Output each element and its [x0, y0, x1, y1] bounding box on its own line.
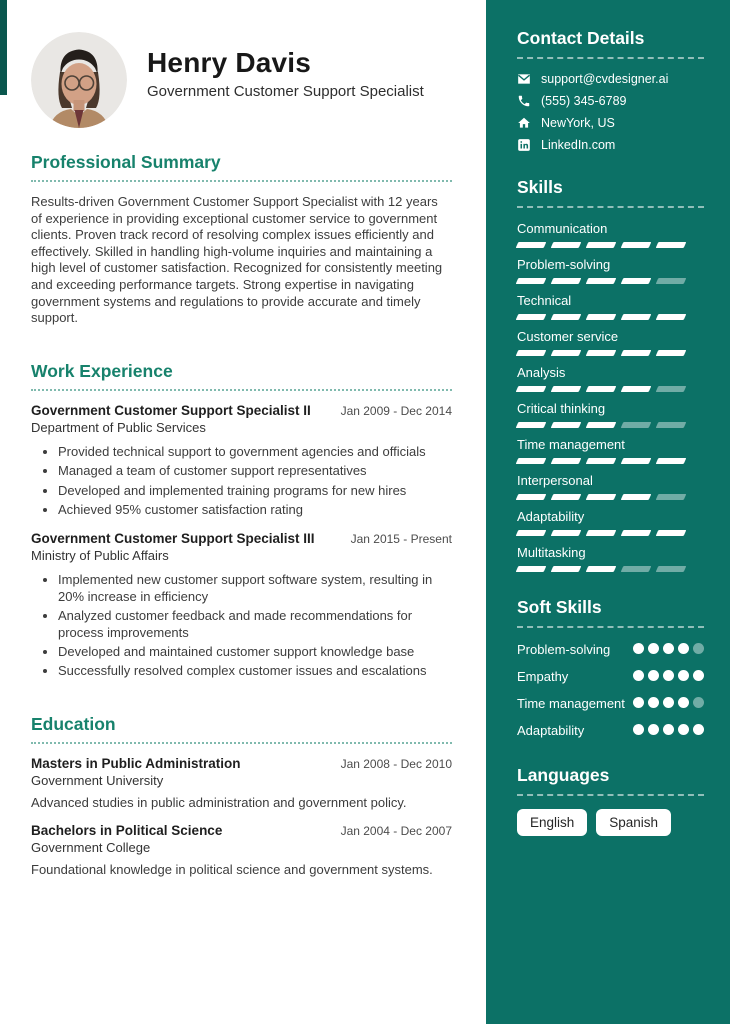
- soft-skill-item: [517, 668, 704, 687]
- skill-bar-segment: [586, 566, 617, 572]
- soft-skill-item: [517, 695, 704, 714]
- skill-item: [517, 401, 704, 428]
- job-dates: Jan 2015 - Present: [350, 532, 452, 547]
- skill-bar-segment: [586, 350, 617, 356]
- skill-bar-segment: [516, 278, 547, 284]
- contact-item: [517, 138, 704, 152]
- skill-bar-segment: [516, 386, 547, 392]
- education-dates: Jan 2008 - Dec 2010: [340, 756, 452, 771]
- skill-bar-segment: [656, 314, 687, 320]
- soft-skill-dot: [633, 670, 644, 681]
- language-pill: English: [517, 809, 587, 836]
- skill-bar-segment: [586, 458, 617, 464]
- skill-bar-segment: [656, 422, 687, 428]
- home-icon: [517, 116, 531, 130]
- skill-label: Time management: [517, 437, 625, 452]
- skill-bar-segment: [656, 242, 687, 248]
- skill-bar-segment: [586, 278, 617, 284]
- skill-bar-segment: [516, 422, 547, 428]
- skill-bar-segment: [621, 242, 652, 248]
- skill-item: [517, 329, 704, 356]
- job-company: Department of Public Services: [31, 419, 206, 435]
- skill-item: [517, 221, 704, 248]
- section-soft-skills: [517, 597, 704, 740]
- skill-bar: [517, 278, 704, 284]
- job-header: [31, 403, 452, 418]
- skill-bar-segment: [516, 530, 547, 536]
- job-bullet: • Developed and implemented training programs for new hires: [58, 483, 452, 499]
- education-description: Foundational knowledge in political science and government systems.: [31, 861, 433, 877]
- contact-item-text: NewYork, US: [541, 116, 615, 130]
- skill-label: Problem-solving: [517, 257, 611, 272]
- skill-bar: [517, 566, 704, 572]
- contact-list: [517, 72, 704, 152]
- skill-label: Analysis: [517, 365, 566, 380]
- jobs-list: [31, 403, 452, 680]
- soft-skill-dot: [648, 724, 659, 735]
- education-dates: Jan 2004 - Dec 2007: [340, 823, 452, 838]
- soft-skill-dot: [663, 724, 674, 735]
- top-left-accent-bar: [0, 0, 7, 95]
- job-bullet: • Provided technical support to government agencies and officials: [58, 444, 452, 460]
- person-title: Government Customer Support Specialist: [147, 83, 424, 101]
- soft-skill-dots: [633, 641, 704, 654]
- education-degree: Masters in Public Administration: [31, 755, 241, 771]
- section-languages: [517, 765, 704, 836]
- skill-label: Adaptability: [517, 509, 585, 524]
- skills-list: [517, 221, 704, 572]
- skill-bar-segment: [656, 566, 687, 572]
- contact-item: [517, 116, 704, 130]
- soft-skill-item: [517, 722, 704, 741]
- job-title-text: Government Customer Support Specialist II: [31, 402, 311, 418]
- skill-bar-segment: [586, 494, 617, 500]
- soft-skill-dots: [633, 668, 704, 681]
- skill-bar-segment: [621, 278, 652, 284]
- skill-bar-segment: [656, 278, 687, 284]
- job-bullet: • Implemented new customer support software system, resulting in 20% increase in efficiency: [58, 572, 452, 605]
- skill-bar-segment: [621, 458, 652, 464]
- contact-item: [517, 94, 704, 108]
- contact-item-text: (555) 345-6789: [541, 94, 627, 108]
- job-bullets: [31, 444, 452, 519]
- skill-bar-segment: [551, 566, 582, 572]
- skill-bar: [517, 386, 704, 392]
- job-company: Ministry of Public Affairs: [31, 548, 169, 564]
- skill-bar-segment: [551, 278, 582, 284]
- skill-bar: [517, 458, 704, 464]
- job-bullet: • Analyzed customer feedback and made recommendations for process improvements: [58, 608, 452, 641]
- section-skills: [517, 177, 704, 572]
- soft-skill-dot: [648, 697, 659, 708]
- skill-label: Communication: [517, 221, 608, 236]
- contact-item-text: support@cvdesigner.ai: [541, 72, 669, 86]
- skill-item: [517, 293, 704, 320]
- soft-skill-label: Problem-solving: [517, 642, 611, 657]
- sidebar: [486, 0, 730, 1024]
- soft-skill-dot: [633, 643, 644, 654]
- soft-skills-list: [517, 641, 704, 740]
- skill-bar-segment: [621, 566, 652, 572]
- skill-bar-segment: [516, 350, 547, 356]
- section-work-experience: [31, 361, 452, 680]
- skill-label: Critical thinking: [517, 401, 606, 416]
- skill-bar: [517, 494, 704, 500]
- soft-skill-dot: [633, 724, 644, 735]
- skill-bar: [517, 350, 704, 356]
- avatar: [31, 32, 127, 128]
- skill-bar-segment: [516, 242, 547, 248]
- section-professional-summary: [31, 152, 452, 327]
- section-contact-details: [517, 28, 704, 152]
- soft-skill-item: [517, 641, 704, 660]
- skill-bar-segment: [586, 314, 617, 320]
- education-entry: [31, 823, 452, 877]
- soft-skill-dot: [678, 643, 689, 654]
- soft-skill-dot: [663, 670, 674, 681]
- soft-skill-dot: [693, 643, 704, 654]
- soft-skill-dot: [648, 670, 659, 681]
- skill-bar: [517, 242, 704, 248]
- skill-bar-segment: [621, 422, 652, 428]
- contact-item-text: LinkedIn.com: [541, 138, 616, 152]
- education-heading: Education: [31, 714, 452, 744]
- skill-bar: [517, 314, 704, 320]
- job-entry: [31, 403, 452, 519]
- skill-label: Technical: [517, 293, 572, 308]
- skill-bar-segment: [656, 386, 687, 392]
- soft-skill-dot: [633, 697, 644, 708]
- skill-bar-segment: [656, 458, 687, 464]
- skill-item: [517, 509, 704, 536]
- education-description: Advanced studies in public administration and government policy.: [31, 794, 407, 810]
- skill-bar: [517, 422, 704, 428]
- skill-bar-segment: [621, 530, 652, 536]
- job-bullet: • Developed and maintained customer support knowledge base: [58, 644, 452, 660]
- skill-bar-segment: [551, 386, 582, 392]
- skill-bar-segment: [516, 458, 547, 464]
- soft-skill-dot: [693, 697, 704, 708]
- skill-bar-segment: [551, 494, 582, 500]
- skill-bar-segment: [551, 422, 582, 428]
- soft-skill-dots: [633, 695, 704, 708]
- soft-skill-dot: [663, 697, 674, 708]
- person-name: Henry Davis: [147, 47, 312, 78]
- soft-skill-dot: [678, 670, 689, 681]
- skill-bar-segment: [656, 494, 687, 500]
- skill-label: Multitasking: [517, 545, 586, 560]
- linkedin-icon: [517, 138, 531, 152]
- job-title-text: Government Customer Support Specialist III: [31, 531, 315, 547]
- skill-bar-segment: [516, 314, 547, 320]
- skills-heading: Skills: [517, 177, 704, 208]
- skill-bar-segment: [516, 494, 547, 500]
- skill-bar-segment: [656, 530, 687, 536]
- skill-bar-segment: [586, 530, 617, 536]
- languages-list: [517, 809, 704, 836]
- section-education: [31, 714, 452, 877]
- skill-item: [517, 365, 704, 392]
- skill-bar-segment: [621, 314, 652, 320]
- education-school: Government University: [31, 772, 164, 788]
- skill-bar-segment: [551, 530, 582, 536]
- skill-bar-segment: [586, 242, 617, 248]
- contact-heading: Contact Details: [517, 28, 704, 59]
- experience-heading: Work Experience: [31, 361, 452, 391]
- skill-item: [517, 473, 704, 500]
- education-list: [31, 756, 452, 877]
- skill-bar-segment: [621, 386, 652, 392]
- education-header: [31, 756, 452, 771]
- skill-bar: [517, 530, 704, 536]
- skill-bar-segment: [656, 350, 687, 356]
- soft-skill-label: Empathy: [517, 668, 569, 684]
- skill-bar-segment: [621, 350, 652, 356]
- job-bullet: • Achieved 95% customer satisfaction rating: [58, 502, 452, 518]
- skill-item: [517, 257, 704, 284]
- skill-bar-segment: [621, 494, 652, 500]
- soft-skill-label: Adaptability: [517, 722, 585, 738]
- soft-skill-dot: [693, 670, 704, 681]
- skill-item: [517, 545, 704, 572]
- soft-skill-dot: [663, 643, 674, 654]
- soft-skill-dot: [648, 643, 659, 654]
- summary-text: Results-driven Government Customer Support Specialist with 12 years of experience in providing exceptional customer service to government clients. Proven track record of resolving complex issues efficiently and effectively. Skilled in handling high-volume inquiries and maintaining a high level of customer satisfaction. Recognized for consistently meeting and exceeding performance targets. Strong expertise in navigating government systems and regulations to provide accurate and timely support.: [31, 194, 443, 326]
- language-pill: Spanish: [596, 809, 671, 836]
- soft-skill-label: Time management: [517, 695, 625, 711]
- soft-skill-dot: [678, 724, 689, 735]
- job-bullet: • Managed a team of customer support representatives: [58, 463, 452, 479]
- header: [31, 32, 452, 128]
- avatar-portrait-graphic: [31, 32, 127, 128]
- job-header: [31, 531, 452, 546]
- job-dates: Jan 2009 - Dec 2014: [340, 403, 452, 418]
- education-header: [31, 823, 452, 838]
- summary-heading: Professional Summary: [31, 152, 452, 182]
- education-school: Government College: [31, 839, 151, 855]
- job-bullet: • Successfully resolved complex customer issues and escalations: [58, 663, 452, 679]
- phone-icon: [517, 94, 531, 108]
- skill-item: [517, 437, 704, 464]
- skill-bar-segment: [586, 386, 617, 392]
- skill-bar-segment: [551, 242, 582, 248]
- education-degree: Bachelors in Political Science: [31, 822, 223, 838]
- job-entry: [31, 531, 452, 679]
- skill-label: Interpersonal: [517, 473, 593, 488]
- soft-skills-heading: Soft Skills: [517, 597, 704, 628]
- education-entry: [31, 756, 452, 810]
- mail-icon: [517, 72, 531, 86]
- skill-bar-segment: [516, 566, 547, 572]
- contact-item: [517, 72, 704, 86]
- skill-bar-segment: [551, 350, 582, 356]
- soft-skill-dot: [678, 697, 689, 708]
- skill-bar-segment: [551, 314, 582, 320]
- skill-bar-segment: [586, 422, 617, 428]
- soft-skill-dot: [693, 724, 704, 735]
- soft-skill-dots: [633, 722, 704, 735]
- languages-heading: Languages: [517, 765, 704, 796]
- job-bullets: [31, 572, 452, 679]
- skill-label: Customer service: [517, 329, 619, 344]
- skill-bar-segment: [551, 458, 582, 464]
